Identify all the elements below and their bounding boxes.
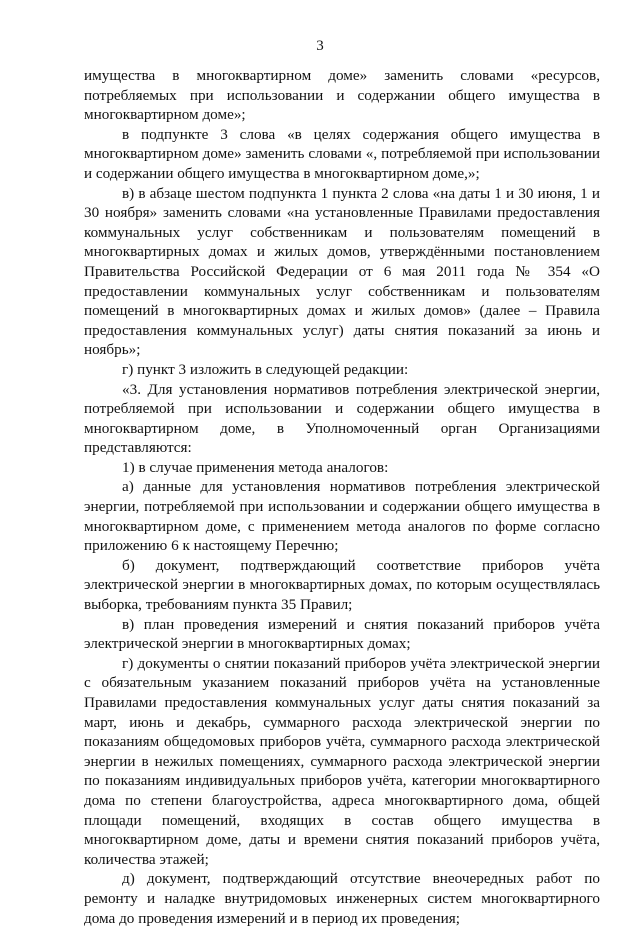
paragraph: «3. Для установления нормативов потребления электрической энергии, потребляемой при использовании и содержании общего имущества в многоквартирном доме, в Уполномоченный орган Организациями представляются: — [84, 380, 600, 457]
page-number: 3 — [316, 38, 324, 54]
paragraph: 1) в случае применения метода аналогов: — [122, 458, 389, 476]
paragraph: д) документ, подтверждающий отсутствие внеочередных работ по ремонту и наладке внутридомовых инженерных систем многоквартирного дома до проведения измерений и в период их проведения; — [84, 870, 600, 927]
paragraph: г) пункт 3 изложить в следующей редакции: — [122, 360, 409, 378]
document-body — [84, 66, 600, 928]
paragraph: в) план проведения измерений и снятия показаний приборов учёта электрической энергии в многоквартирных домах; — [84, 615, 600, 653]
paragraph: в) в абзаце шестом подпункта 1 пункта 2 слова «на даты 1 и 30 июня, 1 и 30 ноября» заменить словами «на установленные Правилами предоставления коммунальных услуг собственникам и пользователям помещений в многоквартирных домах и жилых домов, утверждёнными постановлением Правительства Российской Федерации от 6 мая 2011 года № 354 «О предоставлении коммунальных услуг собственникам и пользователям помещений в многоквартирных домах и жилых домов» (далее – Правила предоставления коммунальных услуг) даты снятия показаний за июнь и ноябрь»; — [84, 184, 600, 359]
paragraph: а) данные для установления нормативов потребления электрической энергии, потребляемой при использовании и содержании общего имущества в многоквартирном доме, с применением метода аналогов по форме согласно приложению 6 к настоящему Перечню; — [84, 478, 600, 555]
paragraph: имущества в многоквартирном доме» заменить словами «ресурсов, потребляемых при использовании и содержании общего имущества в многоквартирном доме»; — [84, 67, 600, 124]
paragraph: в подпункте 3 слова «в целях содержания общего имущества в многоквартирном доме» заменить словами «, потребляемой при использовании и содержании общего имущества в многоквартирном доме,»; — [84, 125, 600, 182]
paragraph: г) документы о снятии показаний приборов учёта электрической энергии с обязательным указанием показаний приборов учёта на установленные Правилами предоставления коммунальных услуг даты снятия показаний за март, июнь и декабрь, суммарного расхода электрической энергии по показаниям общедомовых приборов учёта, суммарного расхода электрической энергии в нежилых помещениях, суммарного расхода электрической энергии по показаниям индивидуальных приборов учёта, категории многоквартирного дома по степени благоустройства, адреса многоквартирного дома, общей площади помещений, входящих в состав общего имущества в многоквартирном доме, даты и времени снятия показаний приборов учёта, количества этажей; — [84, 654, 600, 868]
paragraph: б) документ, подтверждающий соответствие приборов учёта электрической энергии в многоквартирных домах, по которым осуществлялась выборка, требованиям пункта 35 Правил; — [84, 556, 600, 614]
